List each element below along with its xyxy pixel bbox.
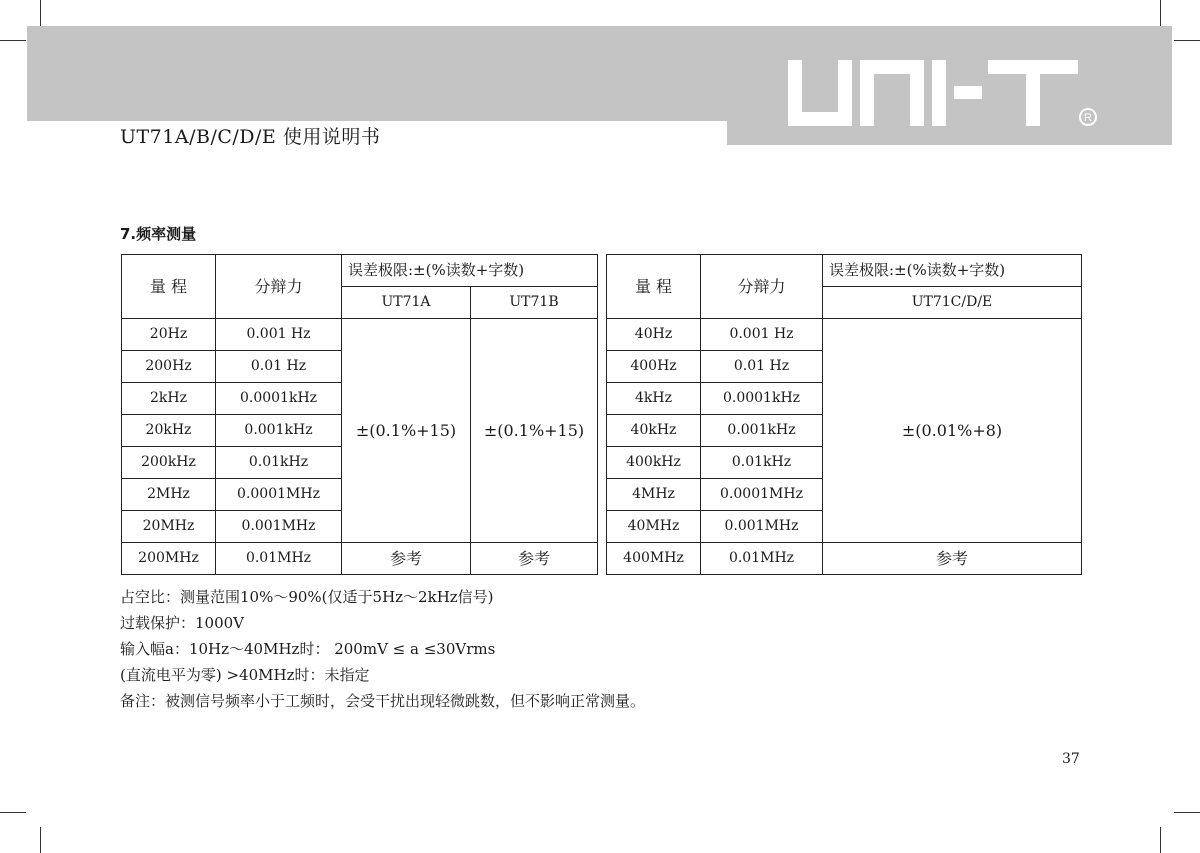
resolution-cell: 0.001MHz bbox=[701, 511, 823, 543]
range-cell: 2MHz bbox=[122, 479, 216, 511]
range-cell: 40MHz bbox=[607, 511, 701, 543]
resolution-cell: 0.001kHz bbox=[701, 415, 823, 447]
resolution-cell: 0.0001kHz bbox=[216, 383, 342, 415]
range-cell: 20kHz bbox=[122, 415, 216, 447]
note-overload: 过载保护：1000V bbox=[120, 614, 245, 632]
accuracy-ut71a: ±(0.1%+15) bbox=[342, 319, 471, 543]
note-remark: 备注：被测信号频率小于工频时，会受干扰出现轻微跳数，但不影响正常测量。 bbox=[120, 692, 646, 710]
resolution-cell: 0.0001kHz bbox=[701, 383, 823, 415]
uni-t-logo bbox=[788, 60, 1098, 128]
table-gap bbox=[598, 255, 607, 575]
header-model-ut71b: UT71B bbox=[471, 287, 598, 319]
reference-cell: 参考 bbox=[471, 543, 598, 575]
range-cell: 20MHz bbox=[122, 511, 216, 543]
note-dc-level: (直流电平为零) >40MHz时：未指定 bbox=[120, 666, 370, 684]
header-range: 量 程 bbox=[122, 255, 216, 319]
frequency-spec-table bbox=[121, 254, 1082, 575]
resolution-cell: 0.01MHz bbox=[701, 543, 823, 575]
reference-cell: 参考 bbox=[342, 543, 471, 575]
reference-cell: 参考 bbox=[823, 543, 1082, 575]
page-number: 37 bbox=[1062, 751, 1080, 767]
range-cell: 200kHz bbox=[122, 447, 216, 479]
range-cell: 4MHz bbox=[607, 479, 701, 511]
crop-mark bbox=[1174, 812, 1200, 813]
range-cell: 2kHz bbox=[122, 383, 216, 415]
range-cell: 20Hz bbox=[122, 319, 216, 351]
header-model-ut71cde: UT71C/D/E bbox=[823, 287, 1082, 319]
resolution-cell: 0.0001MHz bbox=[216, 479, 342, 511]
crop-mark bbox=[0, 812, 26, 813]
accuracy-ut71cde: ±(0.01%+8) bbox=[823, 319, 1082, 543]
resolution-cell: 0.001kHz bbox=[216, 415, 342, 447]
range-cell: 40Hz bbox=[607, 319, 701, 351]
range-cell: 200Hz bbox=[122, 351, 216, 383]
crop-mark bbox=[1160, 827, 1161, 853]
resolution-cell: 0.001 Hz bbox=[701, 319, 823, 351]
resolution-cell: 0.01MHz bbox=[216, 543, 342, 575]
accuracy-ut71b: ±(0.1%+15) bbox=[471, 319, 598, 543]
header-error-limit: 误差极限:±(%读数+字数) bbox=[823, 255, 1082, 287]
range-cell: 400kHz bbox=[607, 447, 701, 479]
resolution-cell: 0.01kHz bbox=[216, 447, 342, 479]
section-title: 7.频率测量 bbox=[120, 225, 197, 243]
range-cell: 4kHz bbox=[607, 383, 701, 415]
resolution-cell: 0.0001MHz bbox=[701, 479, 823, 511]
range-cell: 400MHz bbox=[607, 543, 701, 575]
crop-mark bbox=[1160, 0, 1161, 26]
svg-text:R: R bbox=[1084, 112, 1092, 124]
document-title: UT71A/B/C/D/E 使用说明书 bbox=[120, 126, 381, 148]
header-error-limit: 误差极限:±(%读数+字数) bbox=[342, 255, 598, 287]
crop-mark bbox=[40, 827, 41, 853]
header-band bbox=[27, 26, 727, 121]
resolution-cell: 0.001MHz bbox=[216, 511, 342, 543]
header-resolution: 分辩力 bbox=[701, 255, 823, 319]
range-cell: 40kHz bbox=[607, 415, 701, 447]
crop-mark bbox=[40, 0, 41, 26]
notes-block bbox=[120, 584, 645, 714]
header-range: 量 程 bbox=[607, 255, 701, 319]
range-cell: 400Hz bbox=[607, 351, 701, 383]
resolution-cell: 0.001 Hz bbox=[216, 319, 342, 351]
note-input-amplitude: 输入幅a：10Hz～40MHz时： 200mV ≤ a ≤30Vrms bbox=[120, 640, 496, 658]
note-duty-cycle: 占空比：测量范围10%～90%(仅适于5Hz～2kHz信号) bbox=[120, 588, 494, 606]
range-cell: 200MHz bbox=[122, 543, 216, 575]
resolution-cell: 0.01 Hz bbox=[701, 351, 823, 383]
header-resolution: 分辩力 bbox=[216, 255, 342, 319]
crop-mark bbox=[1174, 40, 1200, 41]
crop-mark bbox=[0, 40, 26, 41]
header-model-ut71a: UT71A bbox=[342, 287, 471, 319]
resolution-cell: 0.01kHz bbox=[701, 447, 823, 479]
resolution-cell: 0.01 Hz bbox=[216, 351, 342, 383]
